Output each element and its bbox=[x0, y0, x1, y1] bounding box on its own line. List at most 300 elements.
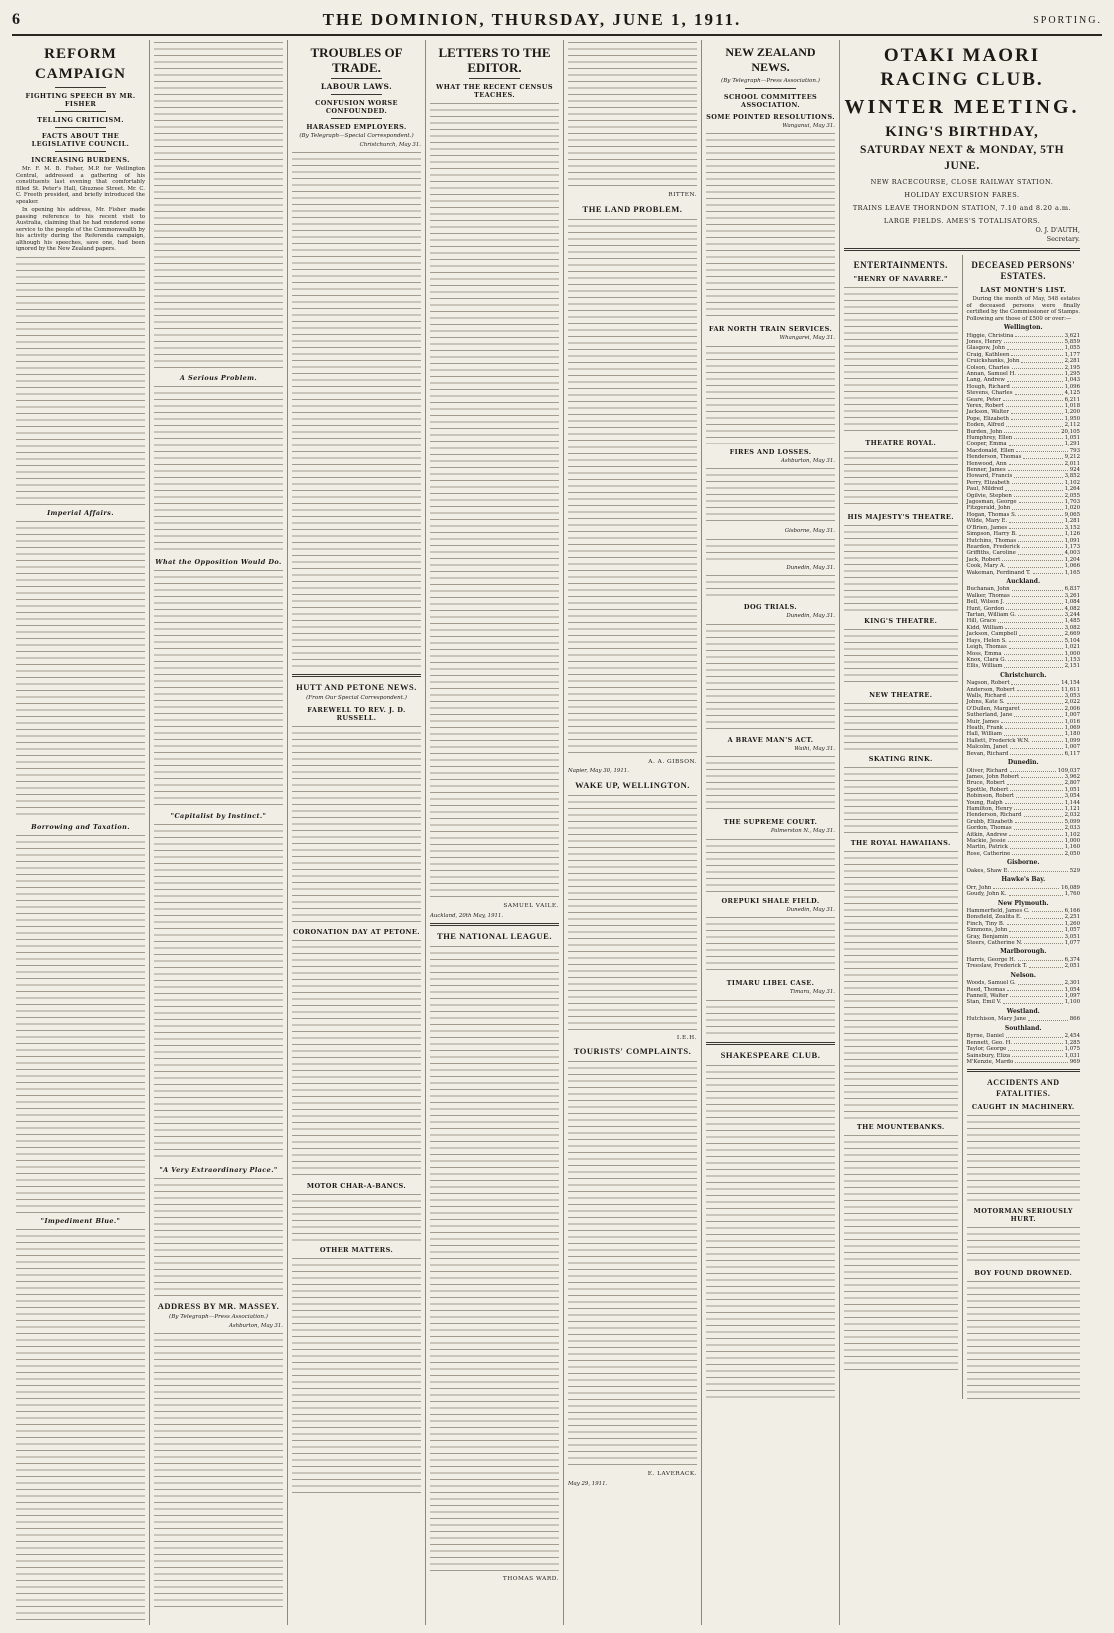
estate-value: 11,611 bbox=[1061, 686, 1080, 693]
headline-nz-news: NEW ZEALAND NEWS. bbox=[725, 45, 816, 74]
estate-name: Wakeman, Ferdinand T. bbox=[966, 569, 1031, 576]
leader-dots bbox=[1022, 544, 1063, 548]
estate-name: Hunt, Gordon bbox=[966, 605, 1005, 612]
estate-name: Simpson, Harry B. bbox=[966, 531, 1017, 538]
section-heading: TIMARU LIBEL CASE. bbox=[726, 979, 815, 987]
estate-name: Eoden, Alfred bbox=[966, 422, 1005, 429]
estate-value: 16,089 bbox=[1061, 884, 1080, 891]
body-text-block bbox=[844, 523, 958, 613]
estate-name: Jones, Henry bbox=[966, 338, 1002, 345]
section-heading: Borrowing and Taxation. bbox=[31, 822, 130, 831]
estate-name: Buchanan, John bbox=[966, 586, 1010, 593]
estate-name: Burden, John bbox=[966, 428, 1003, 435]
estate-name: Taylor, George bbox=[966, 1046, 1007, 1053]
body-text-block bbox=[16, 519, 145, 819]
body-text-block bbox=[430, 944, 559, 1574]
estates-intro: During the month of May, 548 estates of deceased persons were finally certified by the Commissioner of Stamps. Following are those of £500 or over:— bbox=[966, 296, 1080, 322]
estate-name: Oakes, Shaw E. bbox=[966, 867, 1010, 874]
leader-dots bbox=[1012, 480, 1063, 484]
body-text-block bbox=[154, 568, 283, 808]
estate-name: Simmons, John bbox=[966, 927, 1008, 934]
estate-value: 1,020 bbox=[1064, 505, 1080, 512]
column-7 bbox=[840, 40, 1084, 1625]
estate-name: Wilde, Mary E. bbox=[966, 518, 1008, 525]
estate-value: 2,051 bbox=[1064, 963, 1080, 970]
estate-name: Johns, Kate S. bbox=[966, 699, 1005, 706]
leader-dots bbox=[1021, 774, 1062, 778]
leader-dots bbox=[1006, 599, 1062, 603]
estates-region-heading: Auckland. bbox=[1006, 577, 1041, 585]
leader-dots bbox=[1024, 940, 1062, 944]
estate-value: 1,091 bbox=[1064, 537, 1080, 544]
leader-dots bbox=[1012, 384, 1063, 388]
leader-dots bbox=[1032, 908, 1063, 912]
estate-name: Craig, Kathleen bbox=[966, 351, 1010, 358]
body-text-block bbox=[706, 915, 835, 975]
estate-name: Leigh, Thomas bbox=[966, 644, 1007, 651]
estate-name: Hammerfield, James C. bbox=[966, 908, 1030, 914]
estate-name: Hallett, Frederick W.N. bbox=[966, 737, 1030, 744]
estate-name: Henwood, Ann bbox=[966, 460, 1007, 467]
leader-dots bbox=[1004, 663, 1062, 667]
estate-name: M'Kenzie, Mardo bbox=[966, 1058, 1014, 1065]
estate-value: 1,102 bbox=[1064, 479, 1080, 486]
section-heading: "HENRY OF NAVARRE." bbox=[853, 275, 948, 283]
estate-row bbox=[967, 663, 1081, 669]
estate-name: Kidd, William bbox=[966, 624, 1004, 631]
estate-name: Oliver, Richard bbox=[966, 767, 1008, 774]
leader-dots bbox=[1009, 525, 1062, 529]
leader-dots bbox=[1015, 819, 1063, 823]
page-number: 6 bbox=[12, 11, 20, 28]
body-text-block bbox=[706, 622, 835, 732]
leader-dots bbox=[1007, 699, 1063, 703]
estate-name: Henderson, Thomas bbox=[966, 454, 1022, 461]
estate-name: Macdonald, Ellen bbox=[966, 447, 1015, 454]
estate-value: 1,291 bbox=[1064, 441, 1080, 448]
column-4 bbox=[426, 40, 564, 1625]
estate-value: 1,097 bbox=[1064, 993, 1080, 1000]
estate-name: Glasgow, John bbox=[966, 345, 1005, 352]
estate-name: Malcolm, Janet bbox=[966, 744, 1008, 751]
leader-dots bbox=[993, 885, 1059, 889]
estate-name: Stevens, Charles bbox=[966, 390, 1013, 397]
divider bbox=[844, 248, 1080, 251]
leader-dots bbox=[1007, 377, 1063, 381]
letter-signature: THOMAS WARD. bbox=[502, 1576, 559, 1582]
estate-value: 3,051 bbox=[1064, 933, 1080, 940]
leader-dots bbox=[1021, 358, 1062, 362]
estate-value: 1,204 bbox=[1064, 556, 1080, 563]
leader-dots bbox=[1004, 731, 1063, 735]
subhead: TELLING CRITICISM. bbox=[37, 116, 124, 124]
section-heading: KING'S THEATRE. bbox=[864, 617, 938, 625]
estate-name: O'Dullen, Margaret bbox=[966, 705, 1020, 712]
leader-dots bbox=[1033, 570, 1063, 574]
body-text-block bbox=[844, 1133, 958, 1373]
estate-name: Jackson, Campbell bbox=[966, 631, 1018, 638]
estates-region-heading: New Plymouth. bbox=[997, 899, 1049, 907]
headline-tourists-complaints: TOURISTS' COMPLAINTS. bbox=[573, 1046, 692, 1056]
estate-name: James, John Robert bbox=[966, 774, 1020, 780]
estate-value: 1,281 bbox=[1064, 518, 1080, 525]
estate-value: 1,069 bbox=[1064, 725, 1080, 732]
byline: (From Our Special Correspondent.) bbox=[306, 695, 407, 701]
section-heading: SOME POINTED RESOLUTIONS. bbox=[706, 112, 835, 121]
estate-value: 1,000 bbox=[1064, 838, 1080, 845]
estate-name: Knox, Clara G. bbox=[966, 656, 1007, 663]
estate-name: O'Brien, James bbox=[966, 524, 1008, 531]
estate-value: 5,099 bbox=[1064, 818, 1080, 825]
leader-dots bbox=[1008, 563, 1063, 567]
leader-dots bbox=[1008, 1046, 1062, 1050]
leader-dots bbox=[1012, 505, 1062, 509]
estates-region-heading: Westland. bbox=[1006, 1007, 1040, 1015]
advert-line: TRAINS LEAVE THORNDON STATION, 7.10 and 8.20 a.m. bbox=[852, 204, 1072, 212]
estate-value: 2,032 bbox=[1064, 812, 1080, 819]
estate-value: 4,082 bbox=[1064, 605, 1080, 612]
leader-dots bbox=[1010, 934, 1062, 938]
estate-value: 1,096 bbox=[1064, 383, 1080, 390]
advert-subtitle: WINTER MEETING. bbox=[844, 96, 1080, 118]
estates-region-heading: Christchurch. bbox=[1000, 671, 1047, 679]
estate-value: 6,117 bbox=[1064, 750, 1080, 757]
estates-region-heading: Southland. bbox=[1004, 1024, 1042, 1032]
column-6 bbox=[702, 40, 840, 1625]
headline-wake-up-wellington: WAKE UP, WELLINGTON. bbox=[575, 779, 690, 790]
estate-name: Griffiths, Caroline bbox=[966, 550, 1016, 557]
dateline: Timaru, May 31. bbox=[789, 989, 835, 995]
estate-name: Colson, Charles bbox=[966, 364, 1010, 371]
body-text-block bbox=[292, 150, 421, 670]
estates-region-heading: Hawke's Bay. bbox=[1001, 876, 1046, 884]
estate-name: Sainsbury, Eliza bbox=[966, 1052, 1011, 1059]
estate-name: Lang, Andrew bbox=[966, 377, 1005, 384]
estate-name: Annan, Samuel H. bbox=[966, 370, 1016, 377]
leader-dots bbox=[1017, 687, 1059, 691]
headline-letters-to-editor: LETTERS TO THE EDITOR. bbox=[438, 45, 551, 75]
body-text-block bbox=[706, 466, 835, 526]
body-text-block bbox=[967, 1113, 1081, 1203]
body-text-block bbox=[706, 537, 835, 563]
estate-row bbox=[967, 868, 1081, 874]
estate-value: 969 bbox=[1069, 1058, 1080, 1065]
leader-dots bbox=[1018, 538, 1062, 542]
leader-dots bbox=[1009, 441, 1063, 445]
dateline: Wanganui, May 31. bbox=[782, 122, 835, 129]
leader-dots bbox=[1018, 512, 1062, 516]
headline-reform-campaign: REFORM CAMPAIGN bbox=[34, 46, 127, 82]
body-text-block bbox=[967, 1279, 1081, 1399]
estate-value: 1,100 bbox=[1064, 999, 1080, 1006]
estate-name: Hogan, Thomas S. bbox=[966, 511, 1017, 518]
divider bbox=[967, 1069, 1081, 1072]
estate-name: Walls, Richard bbox=[966, 693, 1006, 700]
estate-row bbox=[967, 1059, 1081, 1065]
estate-value: 2,011 bbox=[1064, 460, 1080, 467]
estate-value: 1,180 bbox=[1064, 731, 1080, 738]
estate-value: 2,281 bbox=[1064, 358, 1080, 365]
section-heading: SCHOOL COMMITTEES ASSOCIATION. bbox=[723, 92, 818, 109]
section-heading: A BRAVE MAN'S ACT. bbox=[727, 735, 814, 744]
divider bbox=[292, 674, 421, 677]
section-heading: FAR NORTH TRAIN SERVICES. bbox=[708, 325, 833, 333]
estate-name: Pope, Elizabeth bbox=[966, 415, 1009, 422]
section-heading: THE ROYAL HAWAIIANS. bbox=[850, 839, 951, 847]
body-text-block bbox=[706, 573, 835, 599]
estate-value: 1,031 bbox=[1064, 1052, 1080, 1059]
estate-value: 1,055 bbox=[1064, 345, 1080, 352]
headline-accidents: ACCIDENTS AND FATALITIES. bbox=[986, 1078, 1060, 1099]
dateline: May 29, 1911. bbox=[568, 1480, 608, 1487]
estate-value: 1,200 bbox=[1064, 409, 1080, 416]
subhead: FIGHTING SPEECH BY MR. FISHER bbox=[25, 92, 136, 108]
leader-dots bbox=[1005, 625, 1062, 629]
estate-value: 1,054 bbox=[1064, 986, 1080, 993]
leader-dots bbox=[1006, 1033, 1063, 1037]
estate-value: 1,007 bbox=[1064, 712, 1080, 719]
leader-dots bbox=[1008, 657, 1062, 661]
advert-title: OTAKI MAORI RACING CLUB. bbox=[880, 45, 1044, 90]
estate-value: 9,212 bbox=[1064, 454, 1080, 461]
leader-dots bbox=[1014, 493, 1063, 497]
estate-value: 1,703 bbox=[1064, 499, 1080, 506]
estate-value: 3,261 bbox=[1064, 592, 1080, 599]
estate-value: 1,066 bbox=[1064, 563, 1080, 570]
body-text-block bbox=[844, 285, 958, 435]
body-text-block bbox=[292, 938, 421, 1178]
estate-value: 4,125 bbox=[1064, 390, 1080, 397]
estate-row bbox=[967, 891, 1081, 897]
estate-name: Rose, Catherine bbox=[966, 850, 1011, 857]
byline: (By Telegraph—Press Association.) bbox=[169, 1314, 268, 1320]
estate-name: Bruce, Robert bbox=[966, 780, 1005, 787]
body-text-block bbox=[844, 701, 958, 751]
estate-name: Bennett, Geo. H. bbox=[966, 1039, 1013, 1046]
dateline: Napier, May 30, 1911. bbox=[568, 768, 629, 774]
estate-value: 1,165 bbox=[1064, 569, 1080, 576]
leader-dots bbox=[1009, 891, 1063, 895]
section-heading: THE MOUNTEBANKS. bbox=[856, 1123, 945, 1131]
leader-dots bbox=[1006, 606, 1063, 610]
estate-name: Jack, Robert bbox=[966, 556, 1001, 563]
estate-value: 109,037 bbox=[1057, 767, 1080, 774]
estate-name: Aitkin, Andrew bbox=[966, 831, 1008, 838]
leader-dots bbox=[1024, 914, 1063, 918]
estate-value: 1,160 bbox=[1064, 844, 1080, 851]
section-heading: OREPUKI SHALE FIELD. bbox=[721, 896, 820, 905]
leader-dots bbox=[1019, 531, 1063, 535]
estate-name: Grubb, Elizabeth bbox=[966, 818, 1013, 825]
estate-value: 1,057 bbox=[1064, 927, 1080, 934]
estate-value: 1,173 bbox=[1064, 543, 1080, 550]
estate-name: Cook, Mary A. bbox=[966, 563, 1006, 570]
estate-name: Fannell, Walter bbox=[966, 993, 1009, 1000]
leader-dots bbox=[1015, 390, 1063, 394]
advert-line: HOLIDAY EXCURSION FARES. bbox=[904, 191, 1020, 199]
estate-name: Harris, George H. bbox=[966, 956, 1016, 963]
estate-value: 3,852 bbox=[1064, 473, 1080, 480]
estate-value: 6,837 bbox=[1064, 586, 1080, 593]
estate-row bbox=[967, 963, 1081, 969]
body-text-block bbox=[568, 40, 697, 190]
estate-row bbox=[967, 940, 1081, 946]
estate-name: Heath, Frank bbox=[966, 725, 1003, 732]
body-text-block bbox=[154, 40, 283, 370]
body-text-block bbox=[967, 1225, 1081, 1265]
estate-value: 924 bbox=[1069, 467, 1080, 474]
body-text-block bbox=[16, 1227, 145, 1626]
body-text-block bbox=[706, 1063, 835, 1403]
estate-value: 14,154 bbox=[1061, 680, 1080, 687]
estate-row bbox=[967, 851, 1081, 857]
estate-value: 2,033 bbox=[1064, 825, 1080, 832]
dateline: Whangarei, May 31. bbox=[779, 335, 835, 341]
estate-value: 3,053 bbox=[1064, 693, 1080, 700]
letter-signature: SAMUEL VAILE. bbox=[503, 903, 559, 909]
estate-name: Ogilvie, Stephen bbox=[966, 492, 1012, 499]
dateline: Ashburton, May 31. bbox=[780, 457, 835, 464]
estate-row bbox=[967, 570, 1081, 576]
body-text-block bbox=[154, 1176, 283, 1296]
estate-name: Perry, Elizabeth bbox=[966, 479, 1010, 486]
estate-value: 1,021 bbox=[1064, 644, 1080, 651]
estate-value: 6,211 bbox=[1064, 396, 1080, 403]
estate-name: Moss, Emma bbox=[966, 650, 1002, 657]
section-heading: FAREWELL TO REV. J. D. RUSSELL. bbox=[307, 705, 406, 722]
byline: (By Telegraph—Special Correspondent.) bbox=[299, 133, 414, 139]
body-text-block bbox=[292, 724, 421, 924]
divider bbox=[706, 1042, 835, 1045]
section-heading: CORONATION DAY AT PETONE. bbox=[293, 927, 420, 936]
body-text-block bbox=[154, 384, 283, 554]
estate-value: 2,055 bbox=[1064, 492, 1080, 499]
article-paragraph: In opening his address, Mr. Fisher made passing reference to his recent visit to Australia, claiming that he had rendered some service to the people of the Commonwealth by his activity during the Referenda campaign, although his speeches, save one, had been ignored by the New Zealand papers. bbox=[16, 207, 145, 252]
estate-row bbox=[967, 751, 1081, 757]
leader-dots bbox=[1011, 352, 1062, 356]
section-heading: Imperial Affairs. bbox=[47, 508, 114, 517]
leader-dots bbox=[1004, 651, 1063, 655]
estate-name: Steers, Catherine N. bbox=[966, 940, 1023, 947]
estate-value: 2,251 bbox=[1064, 914, 1080, 921]
estates-region-heading: Nelson. bbox=[1010, 971, 1036, 979]
headline-entertainments: ENTERTAINMENTS. bbox=[853, 260, 948, 270]
body-text-block bbox=[706, 837, 835, 893]
estate-value: 1,051 bbox=[1064, 786, 1080, 793]
estate-name: Fitzgerald, John bbox=[966, 505, 1011, 512]
newspaper-title: THE DOMINION, THURSDAY, JUNE 1, 1911. bbox=[322, 10, 742, 29]
leader-dots bbox=[1007, 921, 1063, 925]
estate-value: 1,177 bbox=[1064, 351, 1080, 358]
headline-troubles-of-trade: TROUBLES OF TRADE. bbox=[310, 45, 403, 75]
estate-value: 20,105 bbox=[1061, 428, 1080, 435]
estate-name: Reardon, Frederick bbox=[966, 543, 1020, 550]
column-3 bbox=[288, 40, 426, 1625]
estate-name: Howard, Francis bbox=[966, 473, 1013, 480]
leader-dots bbox=[1007, 780, 1063, 784]
advert-signature: O. J. D'AUTH, bbox=[1035, 226, 1080, 234]
leader-dots bbox=[1016, 448, 1067, 452]
section-heading: DOG TRIALS. bbox=[743, 603, 798, 611]
leader-dots bbox=[1028, 1016, 1068, 1020]
estate-name: Nagson, Robert bbox=[966, 680, 1010, 687]
leader-dots bbox=[1010, 744, 1063, 748]
estate-name: Geare, Peter bbox=[966, 396, 1001, 403]
leader-dots bbox=[1018, 957, 1063, 961]
estate-value: 1,102 bbox=[1064, 831, 1080, 838]
leader-dots bbox=[998, 618, 1062, 622]
subhead: LABOUR LAWS. bbox=[320, 82, 393, 91]
estate-name: Higgie, Christina bbox=[966, 332, 1014, 339]
estate-value: 4,003 bbox=[1064, 550, 1080, 557]
estate-value: 1,099 bbox=[1064, 737, 1080, 744]
headline-land-problem: THE LAND PROBLEM. bbox=[582, 203, 683, 214]
estate-value: 3,962 bbox=[1064, 774, 1080, 780]
estate-name: Gray, Benjamin bbox=[966, 933, 1009, 940]
estate-name: Hall, William bbox=[966, 731, 1002, 738]
section-heading: MOTOR CHAR-A-BANCS. bbox=[306, 1181, 407, 1190]
body-text-block bbox=[706, 131, 835, 321]
body-text-block bbox=[844, 765, 958, 835]
estates-region-heading: Marlborough. bbox=[1000, 948, 1047, 956]
advert-line: KING'S BIRTHDAY, bbox=[885, 124, 1039, 140]
subhead: LAST MONTH'S LIST. bbox=[980, 286, 1067, 294]
leader-dots bbox=[1011, 680, 1059, 684]
estate-name: Spottle, Robert bbox=[966, 786, 1009, 793]
body-text-block bbox=[154, 1331, 283, 1611]
estate-value: 1,285 bbox=[1064, 1039, 1080, 1046]
leader-dots bbox=[1011, 868, 1068, 872]
leader-dots bbox=[1010, 751, 1062, 755]
estate-name: Henderson, Richard bbox=[966, 812, 1022, 819]
estate-value: 1,153 bbox=[1064, 656, 1080, 663]
leader-dots bbox=[1009, 644, 1063, 648]
divider bbox=[55, 127, 107, 128]
divider bbox=[331, 118, 383, 119]
leader-dots bbox=[1009, 638, 1063, 642]
estate-value: 1,295 bbox=[1064, 370, 1080, 377]
body-text-block bbox=[706, 754, 835, 814]
body-text-block bbox=[844, 849, 958, 1119]
dateline: Ashburton, May 31. bbox=[228, 1322, 283, 1329]
estate-value: 793 bbox=[1069, 447, 1080, 454]
estate-value: 1,077 bbox=[1064, 940, 1080, 947]
leader-dots bbox=[1016, 793, 1063, 797]
leader-dots bbox=[1018, 371, 1063, 375]
estate-name: Hays, Helen S. bbox=[966, 637, 1007, 644]
leader-dots bbox=[1012, 1053, 1063, 1057]
section-heading: OTHER MATTERS. bbox=[319, 1245, 394, 1254]
estate-value: 3,621 bbox=[1064, 332, 1080, 339]
estate-name: Jackson, Walter bbox=[966, 409, 1010, 416]
estate-value: 5,104 bbox=[1064, 637, 1080, 644]
estate-value: 1,007 bbox=[1064, 744, 1080, 751]
estate-name: Sutherland, Jane bbox=[966, 712, 1013, 719]
subhead: FACTS ABOUT THE LEGISLATIVE COUNCIL. bbox=[31, 132, 130, 148]
estate-value: 1,051 bbox=[1064, 435, 1080, 441]
leader-dots bbox=[1010, 768, 1056, 772]
estate-value: 1,000 bbox=[1064, 650, 1080, 657]
body-text-block bbox=[16, 255, 145, 505]
body-text-block bbox=[844, 627, 958, 687]
section-heading: "Capitalist by Instinct." bbox=[170, 812, 267, 820]
section-heading: BOY FOUND DROWNED. bbox=[974, 1269, 1073, 1278]
dateline: Waihi, May 31. bbox=[794, 745, 835, 752]
estates-list bbox=[967, 325, 1081, 1065]
estate-name: Bonsfield, Zealita E. bbox=[966, 914, 1022, 921]
estate-value: 2,050 bbox=[1064, 850, 1080, 857]
leader-dots bbox=[1011, 416, 1063, 420]
